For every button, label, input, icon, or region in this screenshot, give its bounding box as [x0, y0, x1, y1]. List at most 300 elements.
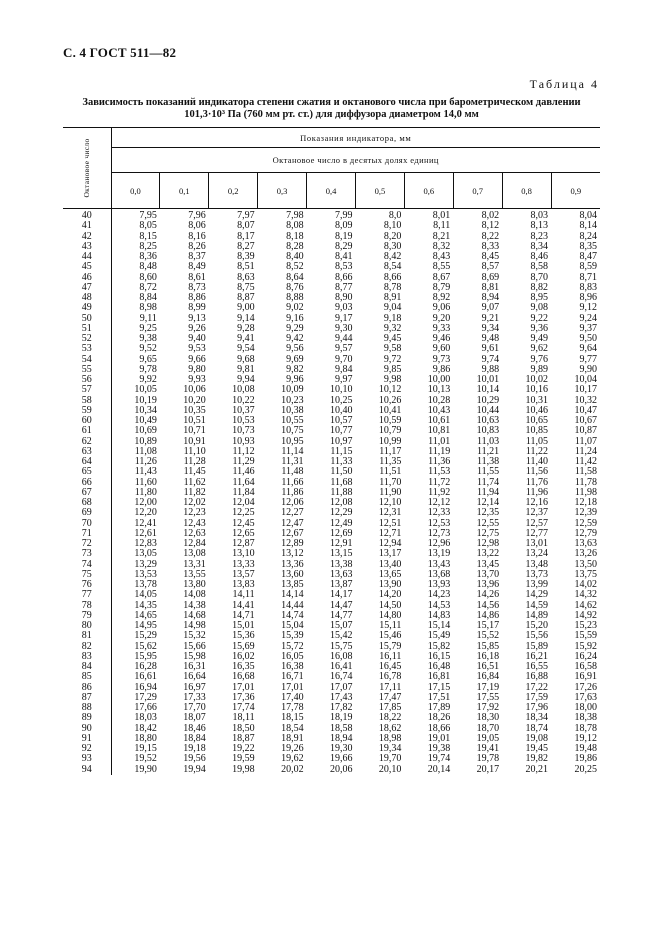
value-cell: 15,36	[232, 630, 255, 642]
octane-number-cell: 82	[63, 642, 111, 652]
value-cell: 8,01	[432, 210, 451, 221]
value-cell: 8,43	[432, 251, 451, 262]
table-caption	[63, 97, 600, 121]
value-cell: 16,31	[183, 661, 206, 672]
value-cell: 14,41	[232, 599, 255, 611]
value-cell: 20,14	[427, 763, 451, 775]
value-cell: 9,04	[383, 302, 402, 314]
value-cell: 10,44	[476, 404, 500, 416]
value-cell: 12,69	[329, 527, 353, 539]
value-cell: 16,18	[476, 650, 500, 662]
table-row	[63, 303, 600, 313]
value-cell: 12,47	[281, 517, 304, 529]
value-cell: 15,92	[574, 640, 597, 652]
value-cell: 11,14	[281, 445, 304, 457]
value-cell: 10,35	[183, 404, 206, 416]
value-cell: 13,05	[134, 548, 157, 560]
value-cell: 10,20	[183, 394, 206, 406]
octane-number-cell: 54	[63, 355, 111, 365]
value-cell: 8,88	[286, 292, 304, 303]
value-cell: 10,31	[525, 394, 549, 406]
value-cell: 12,41	[134, 517, 157, 529]
value-cell: 11,80	[134, 486, 157, 498]
value-cell: 14,02	[574, 579, 597, 590]
value-cell: 11,56	[525, 466, 549, 478]
value-cell: 11,05	[525, 435, 549, 447]
octane-number-cell: 93	[63, 754, 111, 764]
value-cell: 9,85	[383, 363, 402, 375]
value-cell: 8,07	[237, 220, 255, 232]
value-cell: 15,69	[232, 640, 255, 652]
octane-number-cell: 70	[63, 519, 111, 529]
octane-number-cell: 80	[63, 621, 111, 631]
octane-number-cell: 88	[63, 703, 111, 713]
value-cell: 19,94	[183, 763, 206, 775]
value-cell: 10,16	[525, 384, 549, 396]
value-cell: 19,78	[476, 753, 500, 765]
value-cell: 10,38	[281, 404, 304, 416]
value-cell: 11,22	[525, 445, 549, 457]
value-cell: 19,74	[427, 753, 451, 765]
value-cell: 8,23	[530, 230, 549, 242]
value-cell: 11,33	[330, 456, 353, 467]
value-cell: 18,78	[574, 722, 597, 734]
column-header: 0,6	[404, 173, 453, 209]
value-cell: 19,18	[183, 743, 206, 754]
value-cell: 8,32	[432, 240, 451, 252]
value-cell: 10,77	[329, 425, 353, 437]
value-cell: 19,26	[281, 743, 304, 754]
value-cell: 9,74	[481, 353, 500, 365]
value-cell: 11,86	[281, 486, 304, 498]
value-cell: 12,57	[525, 517, 549, 529]
value-cell: 11,12	[232, 445, 255, 457]
value-cell: 8,61	[188, 271, 206, 283]
value-cell: 13,17	[378, 548, 402, 560]
value-cell: 17,47	[378, 691, 402, 703]
value-cell: 15,72	[281, 640, 304, 652]
value-cell: 10,23	[281, 394, 304, 406]
value-cell: 17,11	[379, 681, 402, 693]
value-cell: 12,29	[329, 507, 353, 519]
value-cell: 14,08	[183, 589, 206, 601]
octane-number-cell: 46	[63, 273, 111, 283]
column-header: 0,5	[355, 173, 404, 209]
value-cell: 11,50	[330, 466, 353, 478]
value-cell: 12,98	[476, 538, 500, 549]
value-cell: 19,08	[525, 732, 549, 744]
value-cell: 9,28	[237, 322, 255, 334]
value-cell: 16,11	[379, 650, 402, 662]
value-cell: 18,15	[281, 712, 304, 724]
value-cell: 8,36	[139, 251, 157, 262]
value-cell: 12,96	[427, 538, 451, 549]
value-cell: 14,11	[232, 589, 255, 601]
value-cell: 17,26	[574, 681, 597, 693]
value-cell: 8,08	[286, 220, 304, 232]
column-header: 0,0	[111, 173, 160, 209]
value-cell: 8,55	[432, 261, 451, 273]
value-cell: 9,56	[286, 343, 304, 355]
value-cell: 18,11	[232, 712, 255, 724]
value-cell: 15,42	[329, 630, 353, 642]
value-cell: 12,53	[427, 517, 451, 529]
octane-number-cell: 45	[63, 262, 111, 272]
value-cell: 8,76	[286, 281, 304, 293]
value-cell: 11,45	[183, 466, 206, 478]
value-cell: 10,09	[281, 384, 304, 396]
value-cell: 9,17	[334, 312, 353, 324]
value-cell: 11,28	[183, 456, 206, 467]
value-cell: 20,02	[281, 763, 304, 775]
table-label: Таблица 4	[529, 77, 599, 91]
value-cell: 19,05	[476, 732, 500, 744]
value-cell: 18,80	[134, 732, 157, 744]
value-cell: 12,55	[476, 517, 500, 529]
value-cell: 14,86	[476, 609, 500, 621]
value-cell: 11,96	[525, 486, 549, 498]
value-cell: 9,82	[286, 363, 304, 375]
value-cell: 19,98	[232, 763, 255, 775]
value-cell: 9,40	[188, 333, 206, 344]
value-cell: 11,98	[574, 486, 597, 498]
value-cell: 19,30	[329, 743, 353, 754]
value-cell: 11,10	[183, 445, 206, 457]
value-cell: 16,58	[574, 661, 597, 672]
value-cell: 8,94	[481, 292, 500, 303]
value-cell: 9,26	[188, 322, 206, 334]
value-cell: 9,69	[286, 353, 304, 365]
octane-number-cell: 87	[63, 693, 111, 703]
value-cell: 13,26	[574, 548, 597, 560]
value-cell: 20,06	[329, 763, 353, 775]
value-cell: 19,38	[427, 743, 451, 754]
value-cell: 11,36	[428, 456, 451, 467]
value-cell: 9,48	[481, 333, 500, 344]
value-cell: 8,66	[334, 271, 353, 283]
value-cell: 13,29	[134, 558, 157, 570]
value-cell: 8,66	[383, 271, 402, 283]
value-cell: 16,51	[476, 661, 500, 672]
value-cell: 12,12	[427, 497, 451, 508]
value-cell: 20,25	[574, 763, 597, 775]
value-cell: 14,56	[476, 599, 500, 611]
value-cell: 20,21	[525, 763, 549, 775]
value-cell: 9,33	[432, 322, 451, 334]
value-cell: 13,83	[232, 579, 255, 590]
value-cell: 11,74	[476, 476, 500, 488]
value-cell: 8,57	[481, 261, 500, 273]
value-cell: 20,17	[476, 763, 500, 775]
value-cell: 15,20	[525, 620, 549, 631]
value-cell: 17,36	[232, 691, 255, 703]
value-cell: 11,90	[379, 486, 402, 498]
value-cell: 14,23	[427, 589, 451, 601]
value-cell: 12,61	[134, 527, 157, 539]
value-cell: 16,02	[232, 650, 255, 662]
value-cell: 17,19	[476, 681, 500, 693]
value-cell: 8,86	[188, 292, 206, 303]
value-cell: 10,73	[232, 425, 255, 437]
value-cell: 13,90	[378, 579, 402, 590]
value-cell: 10,55	[281, 415, 304, 426]
value-cell: 14,80	[378, 609, 402, 621]
value-cell: 13,80	[183, 579, 206, 590]
value-cell: 9,92	[139, 374, 157, 385]
table-row	[63, 426, 600, 436]
value-cell: 8,10	[383, 220, 402, 232]
value-cell: 11,08	[134, 445, 157, 457]
value-cell: 8,77	[334, 281, 353, 293]
value-cell: 14,71	[232, 609, 255, 621]
value-cell: 12,67	[281, 527, 304, 539]
value-cell: 8,59	[579, 261, 597, 273]
table-row	[63, 631, 600, 641]
value-cell: 8,75	[237, 281, 255, 293]
caption-line-1: Зависимость показаний индикатора степени сжатия и октанового числа при барометрическом давлении	[82, 97, 581, 108]
value-cell: 9,12	[579, 302, 597, 314]
value-cell: 11,01	[428, 435, 451, 447]
value-cell: 10,13	[427, 384, 451, 396]
value-cell: 15,62	[134, 640, 157, 652]
octane-number-cell: 49	[63, 303, 111, 313]
value-cell: 8,64	[286, 271, 304, 283]
value-cell: 17,63	[574, 691, 597, 703]
value-cell: 11,72	[428, 476, 451, 488]
value-cell: 13,68	[427, 568, 451, 580]
value-cell: 10,99	[378, 435, 402, 447]
value-cell: 16,35	[232, 661, 255, 672]
value-cell: 17,74	[232, 702, 255, 713]
value-cell: 9,07	[481, 302, 500, 314]
value-cell: 14,74	[281, 609, 304, 621]
value-cell: 18,54	[281, 722, 304, 734]
value-cell: 17,92	[476, 702, 500, 713]
value-cell: 9,60	[432, 343, 451, 355]
value-cell: 9,96	[286, 374, 304, 385]
value-cell: 18,98	[378, 732, 402, 744]
value-cell: 8,52	[286, 261, 304, 273]
value-cell: 9,41	[237, 333, 255, 344]
value-cell: 12,08	[329, 497, 353, 508]
value-cell: 8,99	[188, 302, 206, 314]
value-cell: 8,40	[286, 251, 304, 262]
value-cell: 14,38	[183, 599, 206, 611]
value-cell: 18,46	[183, 722, 206, 734]
value-cell: 12,79	[574, 527, 597, 539]
value-cell: 10,83	[476, 425, 500, 437]
value-cell: 17,01	[232, 681, 255, 693]
value-cell: 14,05	[134, 589, 157, 601]
value-cell: 9,78	[139, 363, 157, 375]
value-cell: 18,84	[183, 732, 206, 744]
value-cell: 9,06	[432, 302, 451, 314]
value-cell: 12,10	[378, 497, 402, 508]
column-header: 0,9	[551, 173, 600, 209]
value-cell: 13,48	[525, 558, 549, 570]
value-cell: 10,71	[183, 425, 206, 437]
value-cell: 9,64	[579, 343, 597, 355]
value-cell: 18,00	[574, 702, 597, 713]
octane-number-cell: 67	[63, 488, 111, 498]
value-cell: 8,82	[530, 281, 549, 293]
value-cell: 18,34	[525, 712, 549, 724]
table-row	[63, 672, 600, 682]
value-cell: 9,08	[530, 302, 549, 314]
value-cell: 9,58	[383, 343, 402, 355]
value-cell: 13,33	[232, 558, 255, 570]
value-cell: 7,99	[334, 210, 353, 221]
value-cell: 15,07	[329, 620, 353, 631]
value-cell: 7,97	[237, 210, 255, 221]
value-cell: 10,85	[525, 425, 549, 437]
value-cell: 9,32	[383, 322, 402, 334]
octane-number-cell: 73	[63, 549, 111, 559]
value-cell: 14,14	[281, 589, 304, 601]
value-cell: 15,89	[525, 640, 549, 652]
value-cell: 12,49	[329, 517, 353, 529]
value-cell: 12,06	[281, 497, 304, 508]
value-cell: 11,17	[379, 445, 402, 457]
column-header-row	[63, 173, 600, 209]
value-cell: 11,21	[476, 445, 500, 457]
value-cell: 10,34	[134, 404, 157, 416]
value-cell: 8,25	[139, 240, 157, 252]
value-cell: 9,20	[432, 312, 451, 324]
value-cell: 10,08	[232, 384, 255, 396]
value-cell: 9,45	[383, 333, 402, 344]
value-cell: 10,29	[476, 394, 500, 406]
value-cell: 16,38	[281, 661, 304, 672]
value-cell: 11,43	[134, 466, 157, 478]
value-cell: 8,29	[334, 240, 353, 252]
value-cell: 8,0	[388, 210, 402, 221]
value-cell: 10,01	[476, 374, 500, 385]
octane-number-cell: 89	[63, 713, 111, 723]
value-cell: 8,47	[579, 251, 597, 262]
value-cell: 12,27	[281, 507, 304, 519]
value-cell: 17,07	[329, 681, 353, 693]
value-cell: 10,28	[427, 394, 451, 406]
value-cell: 10,51	[183, 415, 206, 426]
value-cell: 8,41	[334, 251, 353, 262]
value-cell: 14,62	[574, 599, 597, 611]
table-row	[63, 508, 600, 518]
value-cell: 10,06	[183, 384, 206, 396]
value-cell: 12,51	[378, 517, 402, 529]
value-cell: 10,89	[134, 435, 157, 447]
value-cell: 8,22	[481, 230, 500, 242]
value-cell: 10,25	[329, 394, 353, 406]
caption-line-2: 101,3·10³ Па (760 мм рт. ст.) для диффузора диаметром 14,0 мм	[184, 109, 479, 120]
value-cell: 17,82	[329, 702, 353, 713]
value-cell: 16,68	[232, 671, 255, 683]
value-cell: 13,63	[329, 568, 353, 580]
value-cell: 9,34	[481, 322, 500, 334]
column-header: 0,1	[160, 173, 209, 209]
value-cell: 9,89	[530, 363, 549, 375]
value-cell: 8,04	[579, 210, 597, 221]
value-cell: 13,57	[232, 568, 255, 580]
value-cell: 8,12	[481, 220, 500, 232]
value-cell: 9,37	[579, 322, 597, 334]
value-cell: 10,91	[183, 435, 206, 447]
value-cell: 8,20	[383, 230, 402, 242]
value-cell: 9,14	[237, 312, 255, 324]
table-row	[63, 221, 600, 231]
value-cell: 8,67	[432, 271, 451, 283]
value-cell: 12,63	[183, 527, 206, 539]
value-cell: 15,23	[574, 620, 597, 631]
value-cell: 17,55	[476, 691, 500, 703]
value-cell: 9,18	[383, 312, 402, 324]
value-cell: 14,83	[427, 609, 451, 621]
value-cell: 13,75	[574, 568, 597, 580]
value-cell: 15,95	[134, 650, 157, 662]
value-cell: 10,49	[134, 415, 157, 426]
value-cell: 8,72	[139, 281, 157, 293]
value-cell: 13,87	[329, 579, 353, 590]
value-cell: 15,46	[378, 630, 402, 642]
value-cell: 9,16	[286, 312, 304, 324]
value-cell: 11,66	[281, 476, 304, 488]
value-cell: 16,97	[183, 681, 206, 693]
value-cell: 14,50	[378, 599, 402, 611]
value-cell: 12,87	[232, 538, 255, 549]
value-cell: 10,57	[329, 415, 353, 426]
octane-number-cell: 58	[63, 396, 111, 406]
value-cell: 8,51	[237, 261, 255, 273]
value-cell: 11,55	[476, 466, 500, 478]
value-cell: 8,14	[579, 220, 597, 232]
value-cell: 11,68	[330, 476, 353, 488]
octane-number-cell: 77	[63, 590, 111, 600]
value-cell: 11,29	[232, 456, 255, 467]
value-cell: 12,43	[183, 517, 206, 529]
value-cell: 15,49	[427, 630, 451, 642]
value-cell: 9,86	[432, 363, 451, 375]
value-cell: 9,81	[237, 363, 255, 375]
value-cell: 14,68	[183, 609, 206, 621]
value-cell: 9,42	[286, 333, 304, 344]
value-cell: 10,97	[329, 435, 353, 447]
column-header: 0,7	[453, 173, 502, 209]
value-cell: 8,49	[188, 261, 206, 273]
value-cell: 18,26	[427, 712, 451, 724]
value-cell: 13,01	[525, 538, 549, 549]
value-cell: 10,32	[574, 394, 597, 406]
octane-number-cell: 74	[63, 560, 111, 570]
value-cell: 9,61	[481, 343, 500, 355]
value-cell: 8,90	[334, 292, 353, 303]
octane-number-cell: 78	[63, 601, 111, 611]
value-cell: 8,03	[530, 210, 549, 221]
value-cell: 13,08	[183, 548, 206, 560]
value-cell: 16,48	[427, 661, 451, 672]
value-cell: 12,23	[183, 507, 206, 519]
octane-number-cell: 60	[63, 416, 111, 426]
value-cell: 10,17	[574, 384, 597, 396]
value-cell: 12,83	[134, 538, 157, 549]
value-cell: 9,98	[383, 374, 402, 385]
value-cell: 17,66	[134, 702, 157, 713]
octane-number-cell: 81	[63, 631, 111, 641]
value-cell: 17,15	[427, 681, 451, 693]
value-cell: 12,37	[525, 507, 549, 519]
value-cell: 11,70	[379, 476, 402, 488]
value-cell: 8,63	[237, 271, 255, 283]
value-cell: 9,62	[530, 343, 549, 355]
